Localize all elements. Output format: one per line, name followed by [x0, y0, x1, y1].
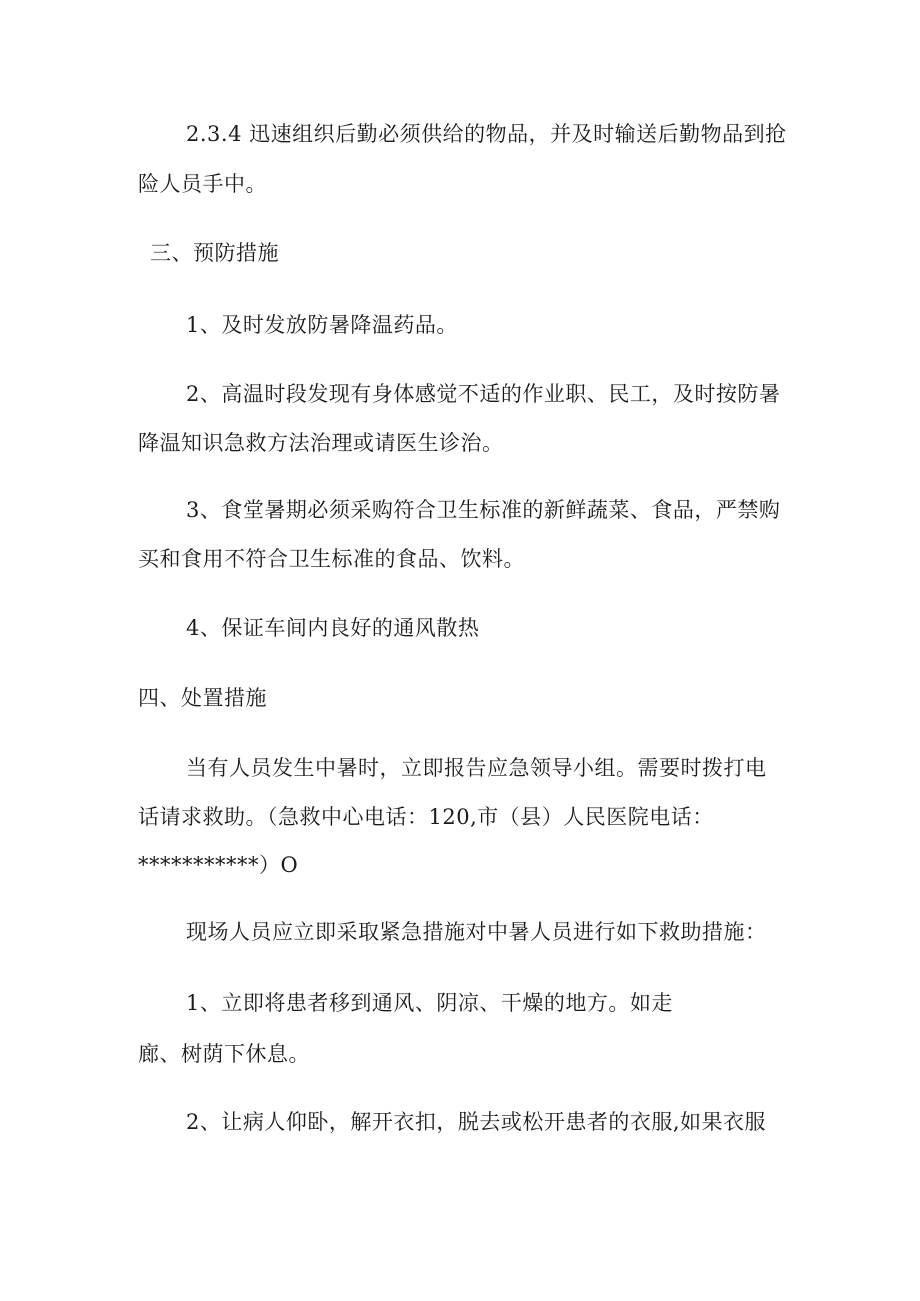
prevention-item-3-line-1: 3、食堂暑期必须采购符合卫生标准的新鲜蔬菜、食品，严禁购 — [186, 498, 781, 522]
prevention-item-2-line-2: 降温知识急救方法治理或请医生诊治。 — [138, 431, 504, 455]
disposal-paragraph-line-2: 话请求救助。（急救中心电话：120,市（县）人民医院电话： — [138, 805, 714, 829]
section-heading-prevention: 三、预防措施 — [150, 241, 279, 265]
rescue-item-1-line-1: 1、立即将患者移到通风、阴凉、干燥的地方。如走 — [186, 991, 673, 1015]
prevention-item-2-line-1: 2、高温时段发现有身体感觉不适的作业职、民工，及时按防暑 — [186, 382, 781, 406]
rescue-item-1-line-2: 廊、树荫下休息。 — [138, 1042, 310, 1066]
disposal-paragraph-line-1: 当有人员发生中暑时，立即报告应急领导小组。需要时拨打电 — [186, 756, 767, 780]
paragraph-2-3-4-line-2: 险人员手中。 — [138, 172, 267, 196]
section-heading-disposal: 四、处置措施 — [138, 686, 267, 710]
prevention-item-1: 1、及时发放防暑降温药品。 — [186, 313, 458, 337]
paragraph-2-3-4-line-1: 2.3.4 迅速组织后勤必须供给的物品，并及时输送后勤物品到抢 — [186, 122, 787, 146]
rescue-item-2-line-1: 2、让病人仰卧，解开衣扣，脱去或松开患者的衣服,如果衣服 — [186, 1110, 767, 1134]
rescue-intro: 现场人员应立即采取紧急措施对中暑人员进行如下救助措施： — [186, 920, 767, 944]
prevention-item-4: 4、保证车间内良好的通风散热 — [186, 616, 480, 640]
prevention-item-3-line-2: 买和食用不符合卫生标准的食品、饮料。 — [138, 547, 525, 571]
disposal-paragraph-line-3: ***********）O — [138, 853, 299, 877]
